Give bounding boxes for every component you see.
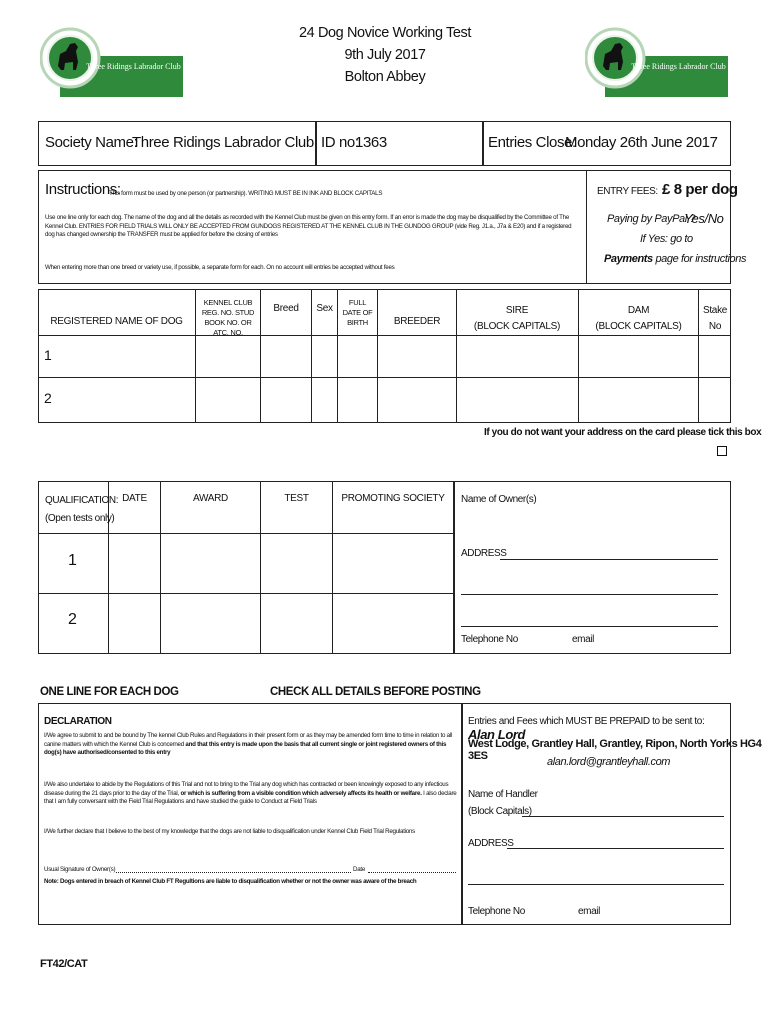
col-registered-name: REGISTERED NAME OF DOG bbox=[50, 316, 183, 327]
payments-page-text: page for instructions bbox=[655, 253, 747, 265]
logo-text-left: Three Ridings Labrador Club bbox=[86, 62, 181, 71]
owner-address-line[interactable] bbox=[461, 584, 718, 595]
one-line-note: ONE LINE FOR EACH DOG bbox=[40, 686, 179, 698]
qual-col-date: DATE bbox=[122, 493, 147, 504]
payments-note bbox=[604, 253, 746, 265]
col-dam-sub: (BLOCK CAPITALS) bbox=[595, 321, 682, 332]
col-stake-sub: No bbox=[708, 321, 722, 332]
signature-line[interactable] bbox=[116, 872, 351, 873]
send-to-text: Entries and Fees which MUST BE PREPAID to be sent to: bbox=[468, 716, 705, 727]
dog-row-number: 2 bbox=[44, 390, 52, 406]
instructions-para1: Use one line only for each dog. The name of the dog and all the details as recorded with the Kennel Club must be given on this entry form. If an error is made the dog may be disqualified by the Committee of The Kennel Club. ENTRIES FOR FIELD TRIALS WILL ONLY BE ACCEPTED FROM GUNDOGS REGISTERED AT THE KENNEL CLUB IN THE GUNDOG GROUP (vide Reg. J1.a., J7a & E20) and if a registered dog has changed ownership the TRANSFER must be applied for before the closing of entries bbox=[45, 214, 572, 239]
handler-address-label: ADDRESS bbox=[468, 838, 514, 849]
qual-row-number: 1 bbox=[68, 552, 77, 569]
handler-email-label: email bbox=[578, 906, 600, 917]
date-label: Date bbox=[353, 866, 366, 873]
society-name-value: Three Ridings Labrador Club bbox=[132, 134, 314, 151]
declaration-para1-bold: and that this entry is made upon the basis that all current single or joint registered owners of this dog(s) have authorised/consented to this entry bbox=[44, 740, 447, 757]
owner-telephone-label: Telephone No bbox=[461, 634, 518, 645]
instructions-label: Instructions: bbox=[45, 181, 121, 198]
col-breeder: BREEDER bbox=[393, 316, 441, 327]
instructions-line1: This form must be used by one person (or partnership). WRITING MUST BE IN INK AND BLOCK CAPITALS bbox=[109, 190, 383, 197]
check-details-note: CHECK ALL DETAILS BEFORE POSTING bbox=[270, 686, 481, 698]
id-value: 1363 bbox=[355, 134, 387, 151]
col-sire-sub: (BLOCK CAPITALS) bbox=[473, 321, 561, 332]
club-logo-left bbox=[40, 18, 183, 97]
qual-col-award: AWARD bbox=[193, 493, 228, 504]
id-label: ID no: bbox=[321, 134, 359, 151]
qual-row-number: 2 bbox=[68, 611, 77, 628]
col-dob: FULL DATE OF BIRTH bbox=[342, 298, 373, 327]
owner-address-line[interactable] bbox=[500, 549, 718, 560]
handler-block-caps: (Block Capitals) bbox=[468, 806, 532, 817]
signature-label: Usual Signature of Owner(s) bbox=[44, 866, 116, 873]
entry-fees-value: £ 8 per dog bbox=[662, 181, 738, 198]
qual-header bbox=[45, 492, 118, 528]
col-breed: Breed bbox=[273, 303, 299, 314]
address-privacy-checkbox[interactable] bbox=[717, 446, 727, 456]
payments-link[interactable]: Payments bbox=[604, 253, 653, 265]
declaration-para2-bold: or which is suffering from a visible condition which adversely affects its health or welfare. bbox=[180, 789, 422, 797]
declaration-para1-text: I/We agree to submit to and be bound by The kennel Club Rules and Regulations in their present form or as they may be amended form time to time in relation to all canine matters with which the Kennel Club is concerned bbox=[44, 732, 453, 748]
owner-name-label: Name of Owner(s) bbox=[461, 494, 537, 505]
qual-open-tests: (Open tests only) bbox=[45, 513, 115, 524]
handler-name-line[interactable] bbox=[522, 806, 724, 817]
event-venue: Bolton Abbey bbox=[344, 69, 426, 85]
instructions-para2: When entering more than one breed or variety use, if possible, a separate form for each. On no account will entries be accepted without fees bbox=[45, 264, 395, 271]
qual-col-test: TEST bbox=[284, 493, 309, 504]
col-sire-label: SIRE bbox=[505, 305, 529, 316]
col-stake bbox=[700, 303, 730, 335]
handler-label: Name of Handler bbox=[468, 789, 538, 800]
col-stake-label: Stake bbox=[702, 305, 728, 316]
send-to-address: West Lodge, Grantley Hall, Grantley, Ripon, North Yorks HG4 3ES bbox=[468, 738, 762, 762]
entry-fees-label: ENTRY FEES: bbox=[597, 186, 658, 197]
send-to-name: Alan Lord bbox=[468, 727, 526, 742]
declaration-para2 bbox=[44, 781, 457, 807]
col-sire bbox=[458, 303, 576, 335]
handler-address-line[interactable] bbox=[507, 838, 724, 849]
owner-address-line[interactable] bbox=[461, 616, 718, 627]
entries-close-value: Monday 26th June 2017 bbox=[565, 134, 718, 151]
event-date: 9th July 2017 bbox=[344, 47, 426, 63]
qualification-table bbox=[38, 481, 731, 654]
address-privacy-note: If you do not want your address on the card please tick this box bbox=[484, 427, 762, 438]
paypal-question: Paying by PayPal ? bbox=[607, 213, 696, 225]
entries-close-label: Entries Close: bbox=[488, 134, 576, 151]
event-title: 24 Dog Novice Working Test bbox=[298, 25, 471, 41]
declaration-para2-text: I/We also undertake to abide by the Regulations of this Trial and not to bring to the Trial any dog which has contracted or been knowingly exposed to any infectious disease during the 21 days prior to the day of the Trial, bbox=[44, 781, 449, 797]
owner-email-label: email bbox=[572, 634, 594, 645]
society-name-label: Society Name: bbox=[45, 134, 138, 151]
col-kennel-club-reg: KENNEL CLUB REG. NO. STUD BOOK NO. OR ATC. NO. bbox=[201, 298, 255, 337]
handler-address-line[interactable] bbox=[468, 874, 724, 885]
logo-text-right: Three Ridings Labrador Club bbox=[631, 62, 726, 71]
declaration-para1 bbox=[44, 732, 457, 758]
declaration-para2-text-end: I also declare that I am fully conversant with the Field Trial Regulations and have studied the guide to Conduct at Field Trials bbox=[44, 789, 457, 806]
col-sex: Sex bbox=[316, 303, 333, 314]
declaration-title: DECLARATION bbox=[44, 716, 112, 727]
date-line[interactable] bbox=[368, 872, 456, 873]
if-yes-go-to: If Yes: go to bbox=[640, 233, 693, 245]
form-code: FT42/CAT bbox=[40, 958, 88, 970]
declaration-para3: I/We further declare that I believe to the best of my knowledge that the dogs are not liable to disqualification under Kennel Club Field Trial Regulations bbox=[44, 828, 416, 835]
dog-row-number: 1 bbox=[44, 347, 52, 363]
qual-label: QUALIFICATION: bbox=[45, 495, 119, 506]
declaration-note: Note: Dogs entered in breach of Kennel Club FT Regultions are liable to disqualification whether or not the owner was aware of the breach bbox=[44, 878, 417, 885]
event-header bbox=[230, 22, 540, 88]
owner-address-label: ADDRESS bbox=[461, 548, 507, 559]
qual-col-society: PROMOTING SOCIETY bbox=[341, 493, 445, 504]
club-logo-right bbox=[585, 18, 728, 97]
handler-telephone-label: Telephone No bbox=[468, 906, 525, 917]
send-to-email: alan.lord@grantleyhall.com bbox=[547, 756, 671, 768]
yes-no: Yes/No bbox=[684, 211, 724, 226]
col-dam-label: DAM bbox=[627, 305, 650, 316]
col-dam bbox=[580, 303, 697, 335]
